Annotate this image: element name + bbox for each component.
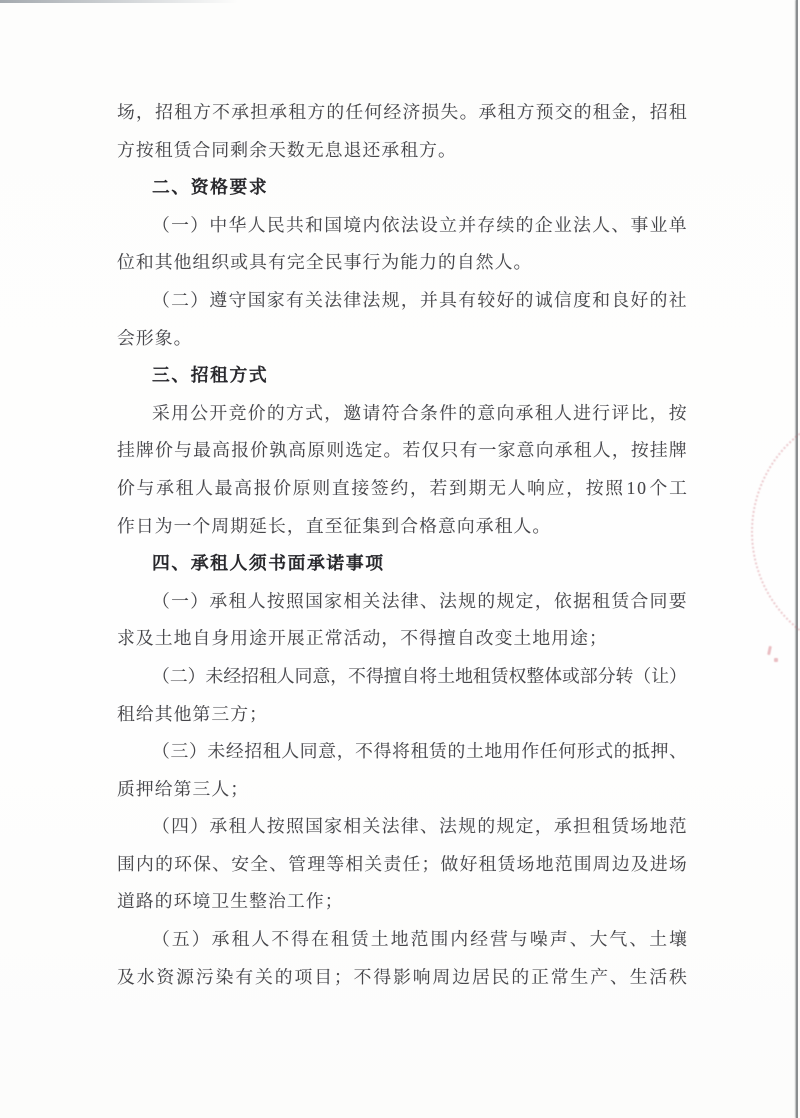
text-line: 方按租赁合同剩余天数无息退还承租方。 — [117, 139, 457, 160]
text-line: （ 一 ） 中 华 人 民 共 和 国 境 内 依 法 设 立 并 存 续 的 企 业 法 人 、 事 业 单 — [152, 214, 687, 235]
text-line: 作日为一个周期延长，直至征集到合格意向承租人。 — [117, 515, 552, 536]
text-line: 会形象。 — [117, 327, 193, 348]
section-heading-2: 二、资格要求 — [152, 177, 269, 198]
scan-smudge-artifact — [0, 0, 238, 3]
text-line: 道路的环境卫生整治工作； — [117, 891, 344, 912]
red-seal-speck — [767, 646, 772, 655]
red-seal-speck — [774, 658, 778, 662]
text-line: 围 内 的 环 保 、 安 全 、 管 理 等 相 关 责 任 ； 做 好 租 赁 场 地 范 围 周 边 及 进 场 — [117, 853, 687, 874]
text-line: 及 水 资 源 污 染 有 关 的 项 目 ； 不 得 影 响 周 边 居 民 的 正 常 生 产 、 生 活 秩 — [117, 966, 687, 987]
text-line: 价 与 承 租 人 最 高 报 价 原 则 直 接 签 约 ， 若 到 期 无 人 响 应 ， 按 照 1 0 个 工 — [117, 477, 687, 498]
text-line: 求及土地自身用途开展正常活动，不得擅自改变土地用途； — [117, 628, 608, 649]
text-line: 质押给第三人； — [117, 778, 250, 799]
text-line: 挂 牌 价 与 最 高 报 价 孰 高 原 则 选 定 。 若 仅 只 有 一 家 意 向 承 租 人 ， 按 挂 牌 — [117, 440, 687, 461]
text-line: 采 用 公 开 竞 价 的 方 式 ， 邀 请 符 合 条 件 的 意 向 承 租 人 进 行 评 比 ， 按 — [152, 402, 687, 423]
document-body — [117, 94, 687, 996]
section-heading-4: 四、承租人须书面承诺事项 — [152, 553, 385, 574]
text-line: （ 二 ） 未 经 招 租 人 同 意 ， 不 得 擅 自 将 土 地 租 赁 权 整 体 或 部 分 转 （ 让 ） — [152, 665, 687, 686]
text-line: 租给其他第三方； — [117, 703, 269, 724]
red-seal-stamp-arc — [751, 406, 800, 658]
text-line: （ 三 ） 未 经 招 租 人 同 意 ， 不 得 将 租 赁 的 土 地 用 作 任 何 形 式 的 抵 押 、 — [152, 741, 687, 762]
section-heading-3: 三、招租方式 — [152, 365, 269, 386]
text-line: （ 二 ） 遵 守 国 家 有 关 法 律 法 规 ， 并 具 有 较 好 的 诚 信 度 和 良 好 的 社 — [152, 289, 687, 310]
text-line: （ 一 ） 承 租 人 按 照 国 家 相 关 法 律 、 法 规 的 规 定 ， 依 据 租 赁 合 同 要 — [152, 590, 687, 611]
text-line: （ 五 ） 承 租 人 不 得 在 租 赁 土 地 范 围 内 经 营 与 噪 声 、 大 气 、 土 壤 — [152, 929, 687, 950]
text-line: 位和其他组织或具有完全民事行为能力的自然人。 — [117, 252, 533, 273]
text-line: 场 ， 招 租 方 不 承 担 承 租 方 的 任 何 经 济 损 失 。 承 租 方 预 交 的 租 金 ， 招 租 — [117, 102, 687, 122]
text-line: （ 四 ） 承 租 人 按 照 国 家 相 关 法 律 、 法 规 的 规 定 ， 承 担 租 赁 场 地 范 — [152, 816, 687, 837]
